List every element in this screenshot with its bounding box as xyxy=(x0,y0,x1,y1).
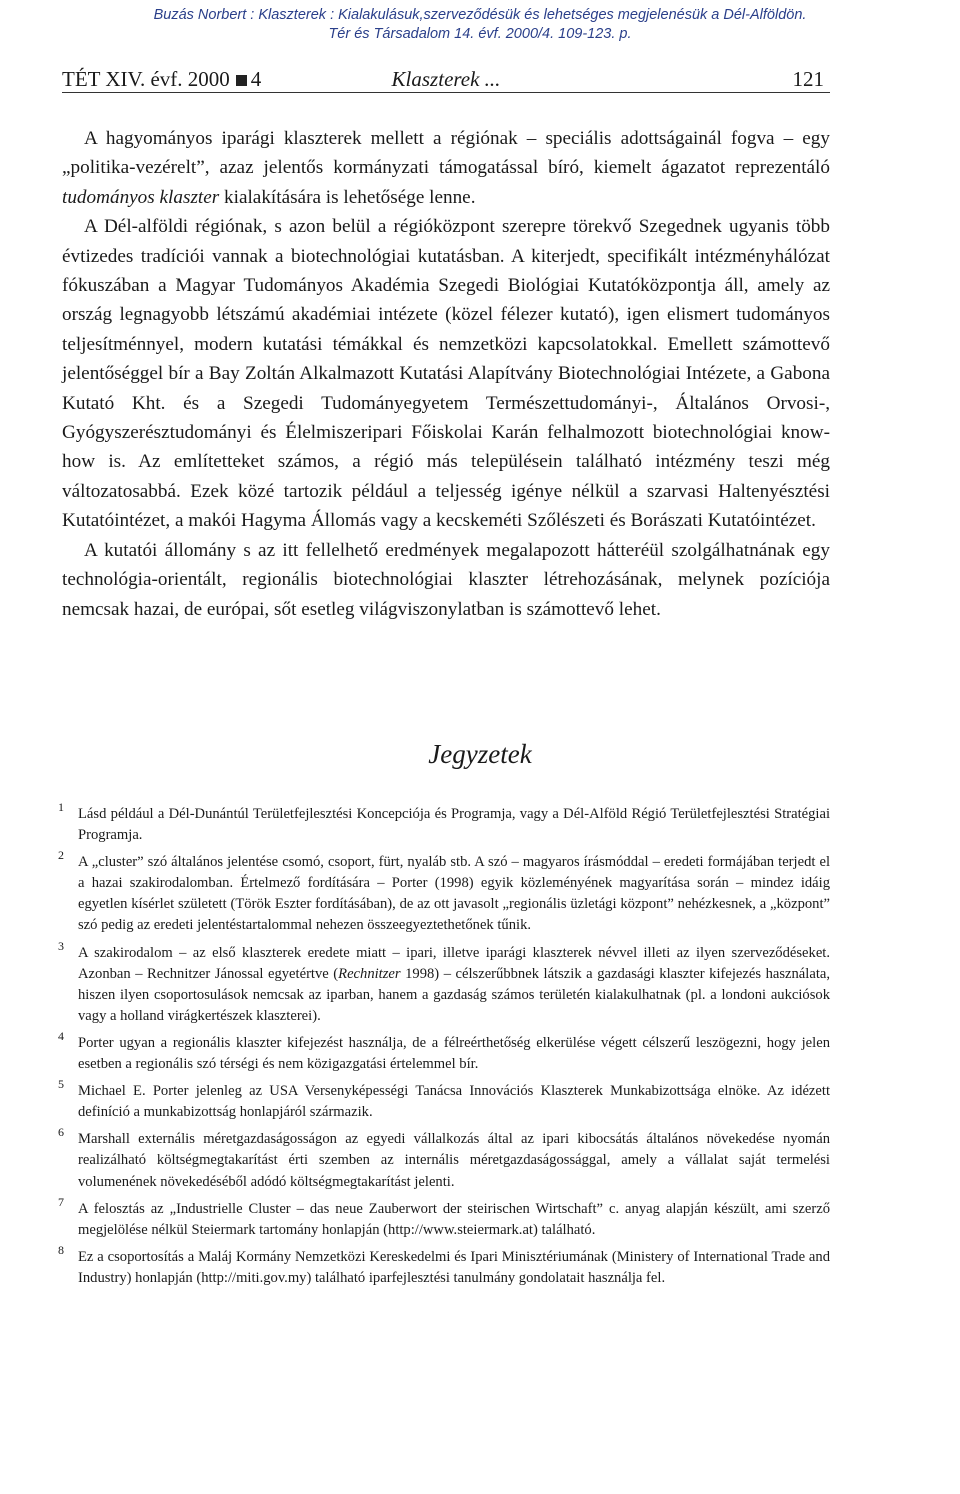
footnote-text: Porter ugyan a regionális klaszter kifejezést használja, de a félreérthetőség elkerülése végett célszerű leszögezni, hogy jelen esetben a regionális szó térségi és nem közigazgatási értelemmel bír. xyxy=(78,1034,830,1073)
footnote-number: 3 xyxy=(58,938,64,953)
footnote-text: Michael E. Porter jelenleg az USA Versenyképességi Tanácsa Innovációs Klaszterek Munkabizottsága elnöke. Az idézett definíció a munkabizottság honlapjáról származik. xyxy=(78,1083,830,1121)
footnote-text-b: 1998) – célszerűbbnek látszik a gazdasági klaszter kifejezés használata, hiszen ilyen csoportosulások nemcsak az iparban, hanem a gazdaság számos területén kialakulhatnak (pl. a londoni aukciósok vagy a holland virágkertészek klaszterei). xyxy=(78,965,830,1024)
notes-heading: Jegyzetek xyxy=(428,739,532,769)
footnote-number: 5 xyxy=(58,1077,64,1092)
footnote-text-a: A szakirodalom – az első klaszterek eredete miatt – ipari, illetve iparági klaszterek névvel illeti az ilyen szerveződéseket. Azonban – Rechnitzer Jánossal egyetértve ( xyxy=(78,944,830,982)
footnote-8 xyxy=(58,1242,830,1289)
paragraph-2: A Dél-alföldi régiónak, s azon belül a régióközpont szerepre törekvő Szegednek ugyanis több évtizedes tradíciói vannak a biotechnológiai kutatásban. A kiterjedt, specifikált intézményhálózat fókuszában a Magyar Tudományos Akadémia Szegedi Biológiai Kutatóközpontja áll, amely az ország legnagyobb létszámú akadémiai intézete (közel félezer kutató), igen elismert tudományos teljesítménnyel, modern kutatási témákkal és nemzetközi kapcsolatokkal. Emellett számottevő jelentőséggel bír a Bay Zoltán Alkalmazott Kutatási Alapítvány Biotechnológiai Intézete, a Gabona Kutató Kht. és a Szegedi Tudományegyetem Természettudományi-, Általános Orvosi-, Gyógyszerésztudományi és Élelmiszeripari Főiskolai Karán felhalmozott biotechnológiai know-how is. Az említetteket számos, a régió más településein található intézmény teszi még változatosabbá. Ezek közé tartozik például a teljesség igénye nélkül a szarvasi Haltenyésztési Kutatóintézet, a makói Hagyma Állomás vagy a kecskeméti Szőlészeti és Borászati Kutatóintézet. xyxy=(62,216,830,532)
journal-volume: TÉT XIV. évf. 2000 xyxy=(62,67,230,91)
footnote-number: 4 xyxy=(58,1028,64,1043)
paragraph-1-text-b: kialakítására is lehetősége lenne. xyxy=(219,186,476,208)
footnote-4 xyxy=(58,1028,830,1075)
footnote-number: 7 xyxy=(58,1194,64,1209)
footnote-3 xyxy=(58,938,830,1027)
footnote-text: A felosztás az „Industrielle Cluster – das neue Zauberwort der steirischen Wirtschaft” c. anyag alapján készült, ami szerző megjelölése nélkül Steiermark tartomány honlapján (http://www.steiermark.at) található. xyxy=(78,1200,830,1238)
article-short-title: Klaszterek ... xyxy=(391,67,501,91)
footnote-text: Lásd például a Dél-Dunántúl Területfejlesztési Koncepciója és Programja, vagy a Dél-Alföld Régió Területfejlesztési Stratégiai Programja. xyxy=(78,806,830,844)
footnote-text: A „cluster” szó általános jelentése csomó, csoport, fürt, nyaláb stb. A szó – magyaros írásmóddal – eredeti formájában terjedt el a hazai szakirodalomban. Értelmező fordítására – Porter (1998) egyik közleményének magyarítása során – mindez idáig egyetlen kísérlet született (Török Eszter fordításában), de az ott javasolt „regionális üzletági központ” nehézkesnek, a „központ” szó pedig az eredeti jelentéstartalommal nehezen összeegyeztethetőnek tűnik. xyxy=(78,854,830,934)
body-text xyxy=(62,124,830,624)
citation-line-2: Tér és Társadalom 14. évf. 2000/4. 109-123. p. xyxy=(328,26,632,42)
footnote-7 xyxy=(58,1194,830,1241)
running-head xyxy=(62,66,830,93)
page-number: 121 xyxy=(792,67,824,91)
paragraph-1 xyxy=(62,124,830,212)
footnote-1 xyxy=(58,800,830,846)
footnote-number: 2 xyxy=(58,848,64,863)
footnote-text: Ez a csoportosítás a Maláj Kormány Nemzetközi Kereskedelmi és Ipari Minisztériumának (Ministery of International Trade and Industry) honlapján (http://miti.gov.my) található iparfejlesztési tanulmány gondolatait használja fel. xyxy=(78,1248,830,1286)
paragraph-1-emphasis: tudományos klaszter xyxy=(62,186,220,208)
footnote-emphasis: Rechnitzer xyxy=(338,965,401,982)
footnote-number: 6 xyxy=(58,1125,64,1140)
issue-number: 4 xyxy=(250,67,262,91)
footnote-number: 1 xyxy=(58,800,64,814)
footnote-6 xyxy=(58,1125,830,1192)
paragraph-1-text-a: A hagyományos iparági klaszterek mellett a régiónak – speciális adottságainál fogva – egy „politika-vezérelt”, azaz jelentős kormányzati támogatással bíró, kiemelt ágazatot reprezentáló xyxy=(62,128,830,179)
footnote-number: 8 xyxy=(58,1242,64,1257)
footnote-2 xyxy=(58,848,830,936)
citation-header xyxy=(0,6,960,44)
footnote-text: Marshall externális méretgazdaságosságon az egyedi vállalkozás által az ipari kibocsátás általános növekedése nyomán realizálható költségmegtakarítást érti szemben az internális méretgazdaságossággal, amely a vállalat saját termelési volumenének növekedéséből adódó költségmegtakarítást jelenti. xyxy=(78,1131,830,1190)
footnotes xyxy=(58,800,830,1295)
citation-line-1: Buzás Norbert : Klaszterek : Kialakulásuk,szerveződésük és lehetséges megjelenésük a Dél-Alföldön. xyxy=(153,7,807,23)
footnote-5 xyxy=(58,1077,830,1123)
paragraph-3: A kutatói állomány s az itt fellelhető eredmények megalapozott hátteréül szolgálhatnának egy technológia-orientált, regionális biotechnológiai klaszter létrehozásának, melynek pozíciója nemcsak hazai, de európai, sőt esetleg világviszonylatban is számottevő lehet. xyxy=(62,539,830,620)
